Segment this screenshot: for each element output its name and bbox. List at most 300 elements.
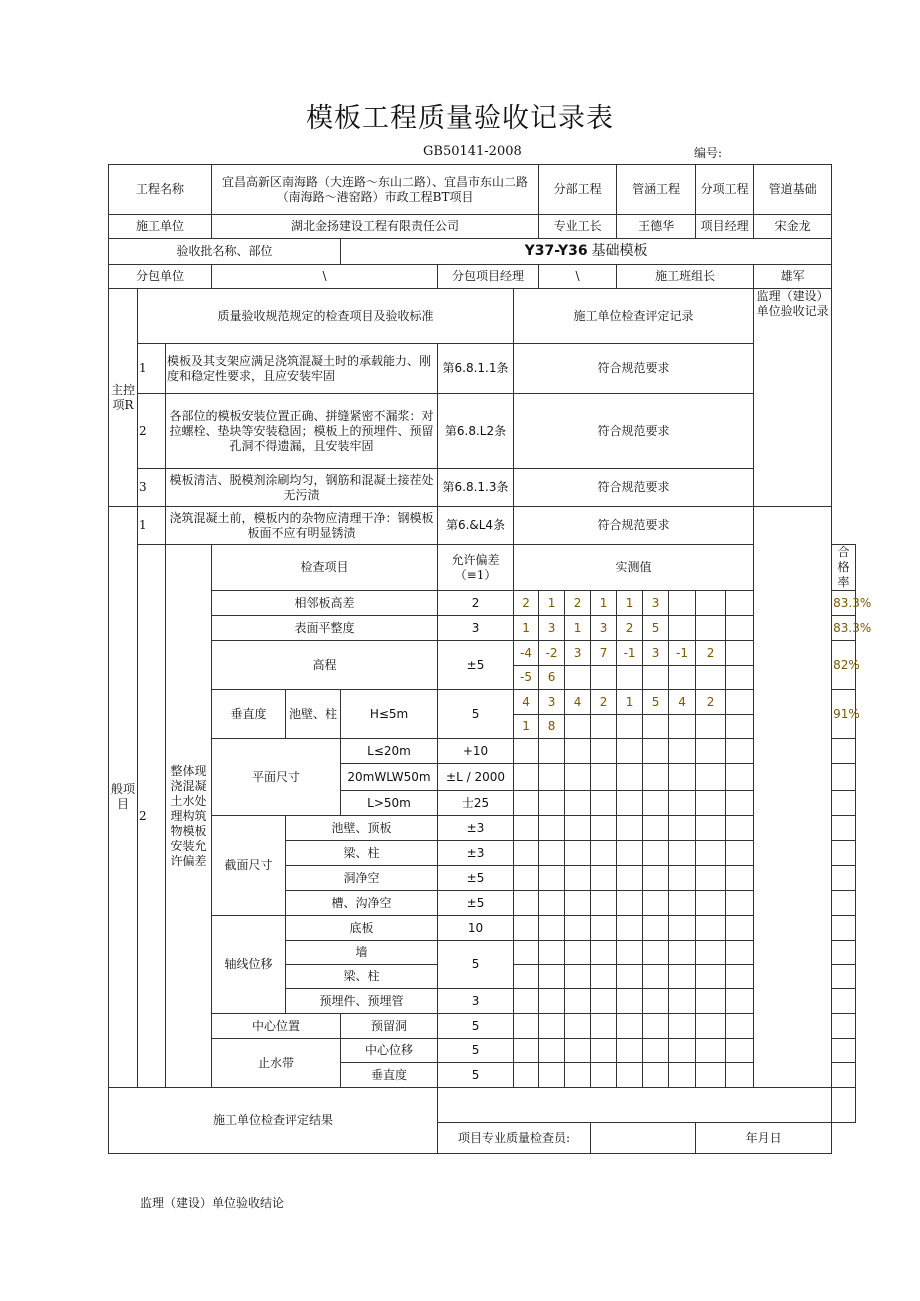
- measure-cell: [591, 941, 617, 965]
- inspection-table: [108, 164, 872, 1154]
- main-item-3-text: 模板清洁、脱模剂涂刷均匀，钢筋和混凝土接茬处无污渍: [166, 469, 438, 507]
- row-elevation-tol: ±5: [438, 641, 514, 690]
- pass-rate-cell: 83.3%: [832, 616, 856, 641]
- measure-cell: [591, 1014, 617, 1039]
- general-item-2-no: 2: [138, 545, 166, 1088]
- measure-cell: 3: [565, 641, 591, 666]
- measure-cell: [643, 1063, 669, 1088]
- row-axis-item-1: 底板: [286, 916, 438, 941]
- measure-cell: 8: [539, 715, 565, 739]
- foreman-value: 王德华: [617, 215, 696, 239]
- col-tolerance-header: 允许偏差（≡1）: [438, 545, 514, 591]
- measure-cell: [643, 891, 669, 916]
- row-section-item-3: 洞净空: [286, 866, 438, 891]
- measure-cell: [617, 891, 643, 916]
- measure-cell: [539, 916, 565, 941]
- main-item-1-no: 1: [138, 344, 166, 394]
- general-item-1-result: 符合规范要求: [514, 507, 754, 545]
- measure-cell: [591, 1039, 617, 1063]
- measure-cell: [539, 764, 565, 791]
- measure-cell: [726, 739, 754, 764]
- row-axis-tol-4: 3: [438, 989, 514, 1014]
- row-waterstop-tol-1: 5: [438, 1039, 514, 1063]
- measure-cell: [565, 739, 591, 764]
- row-center-tol: 5: [438, 1014, 514, 1039]
- measure-cell: [617, 791, 643, 816]
- measure-cell: 3: [643, 591, 669, 616]
- measure-cell: [643, 841, 669, 866]
- sub-pm-label: 分包项目经理: [438, 265, 539, 289]
- measure-cell: [617, 1014, 643, 1039]
- row-axis-item-4: 预埋件、预埋管: [286, 989, 438, 1014]
- division-label: 分部工程: [539, 165, 617, 215]
- measure-cell: [669, 1039, 696, 1063]
- pass-rate-cell: [832, 965, 856, 989]
- row-section-label: 截面尺寸: [212, 816, 286, 916]
- pass-rate-cell: [832, 764, 856, 791]
- row-vertical-cond: H≤5m: [341, 690, 438, 739]
- measure-cell: [514, 791, 539, 816]
- row-axis-item-2: 墙: [286, 941, 438, 965]
- measure-cell: [669, 916, 696, 941]
- measure-cell: [696, 791, 726, 816]
- measure-cell: [591, 666, 617, 690]
- measure-cell: [591, 965, 617, 989]
- measure-cell: [696, 1014, 726, 1039]
- measure-cell: [669, 965, 696, 989]
- row-axis-tol-2: 5: [438, 941, 514, 989]
- measure-cell: [696, 616, 726, 641]
- measure-cell: [591, 739, 617, 764]
- measure-cell: [726, 941, 754, 965]
- measure-cell: [696, 1039, 726, 1063]
- measure-cell: [696, 1063, 726, 1088]
- measure-cell: [669, 666, 696, 690]
- measure-cell: [643, 989, 669, 1014]
- measure-cell: [565, 816, 591, 841]
- measure-cell: [617, 841, 643, 866]
- contractor-label: 施工单位: [109, 215, 212, 239]
- measure-cell: -5: [514, 666, 539, 690]
- measure-cell: 1: [539, 591, 565, 616]
- measure-cell: [696, 591, 726, 616]
- measure-cell: [643, 1039, 669, 1063]
- measure-cell: [591, 1063, 617, 1088]
- row-section-item-2: 梁、柱: [286, 841, 438, 866]
- measure-cell: [726, 641, 754, 666]
- measure-cell: [669, 989, 696, 1014]
- row-plane-tol-3: 士25: [438, 791, 514, 816]
- supervisor-conclusion-label: 监理（建设）单位验收结论: [140, 1196, 285, 1210]
- row-plane-cond-1: L≤20m: [341, 739, 438, 764]
- measure-cell: -4: [514, 641, 539, 666]
- measure-cell: [726, 715, 754, 739]
- result-content: [438, 1088, 832, 1123]
- inspector-label: 项目专业质量检查员:: [438, 1123, 591, 1154]
- main-item-3-clause: 第6.8.1.3条: [438, 469, 514, 507]
- main-item-2-result: 符合规范要求: [514, 394, 754, 469]
- measure-cell: [726, 764, 754, 791]
- measure-cell: [696, 965, 726, 989]
- measure-cell: -2: [539, 641, 565, 666]
- pass-rate-cell: 82%: [832, 641, 856, 690]
- measure-cell: [539, 965, 565, 989]
- measure-cell: [591, 715, 617, 739]
- subcontractor-label: 分包单位: [109, 265, 212, 289]
- subcontractor-value: \: [212, 265, 438, 289]
- project-name: 宜昌高新区南海路（大连路～东山二路）、宜昌市东山二路（南海路～港窑路）市政工程BT项目: [212, 165, 539, 215]
- measure-cell: 7: [591, 641, 617, 666]
- measure-cell: [643, 941, 669, 965]
- pm-label: 项目经理: [696, 215, 754, 239]
- measure-cell: [643, 791, 669, 816]
- main-item-2-no: 2: [138, 394, 166, 469]
- measure-cell: 2: [617, 616, 643, 641]
- row-plane-cond-2: 20mWLW50m: [341, 764, 438, 791]
- standard-code: GB50141-2008: [423, 144, 522, 159]
- row-vertical-label: 垂直度: [212, 690, 286, 739]
- row-section-tol-1: ±3: [438, 816, 514, 841]
- measure-cell: [726, 816, 754, 841]
- measure-cell: [539, 739, 565, 764]
- measure-cell: [617, 1063, 643, 1088]
- measure-cell: [514, 989, 539, 1014]
- measure-cell: [696, 941, 726, 965]
- row-section-item-1: 池壁、顶板: [286, 816, 438, 841]
- measure-cell: [726, 616, 754, 641]
- measure-cell: -1: [669, 641, 696, 666]
- measure-cell: [726, 1014, 754, 1039]
- measure-cell: 2: [514, 591, 539, 616]
- row-axis-item-3: 梁、柱: [286, 965, 438, 989]
- measure-cell: [617, 989, 643, 1014]
- pass-rate-cell: [832, 841, 856, 866]
- row-flatness-label: 表面平整度: [212, 616, 438, 641]
- measure-cell: [617, 916, 643, 941]
- pm-value: 宋金龙: [754, 215, 832, 239]
- measure-cell: [643, 764, 669, 791]
- row-section-tol-4: ±5: [438, 891, 514, 916]
- main-section-label: 主控项R: [109, 289, 138, 507]
- measure-cell: [565, 916, 591, 941]
- measure-cell: 4: [565, 690, 591, 715]
- pass-rate-cell: [832, 739, 856, 764]
- row-adjacent-tol: 2: [438, 591, 514, 616]
- main-item-2-text: 各部位的模板安装位置正确、拼缝紧密不漏浆：对拉螺栓、垫块等安装稳固；模板上的预埋件、预留孔洞不得遗漏，且安装牢固: [166, 394, 438, 469]
- pass-rate-cell: 83.3%: [832, 591, 856, 616]
- measure-cell: [514, 941, 539, 965]
- measure-cell: [565, 1063, 591, 1088]
- batch-name: 基础模板: [591, 243, 648, 259]
- measure-cell: 5: [643, 616, 669, 641]
- measure-cell: [565, 791, 591, 816]
- pass-rate-cell: [832, 1063, 856, 1088]
- measure-cell: 1: [514, 616, 539, 641]
- measure-cell: [539, 891, 565, 916]
- measure-cell: [617, 764, 643, 791]
- measure-cell: 4: [669, 690, 696, 715]
- measure-cell: [514, 1014, 539, 1039]
- measure-cell: [696, 666, 726, 690]
- serial-label: 编号:: [694, 146, 723, 160]
- batch-label: 验收批名称、部位: [109, 239, 341, 265]
- measure-cell: 4: [514, 690, 539, 715]
- pass-rate-cell: [832, 1039, 856, 1063]
- col-measured-header: 实测值: [514, 545, 754, 591]
- measure-cell: 6: [539, 666, 565, 690]
- measure-cell: [669, 866, 696, 891]
- team-leader-value: 雄军: [754, 265, 832, 289]
- measure-cell: 3: [643, 641, 669, 666]
- measure-cell: [726, 891, 754, 916]
- measure-cell: [726, 591, 754, 616]
- col-standard-header: 质量验收规范规定的检查项目及验收标准: [138, 289, 514, 344]
- measure-cell: [539, 1014, 565, 1039]
- sub-pm-value: \: [539, 265, 617, 289]
- measure-cell: [514, 739, 539, 764]
- row-plane-cond-3: L>50m: [341, 791, 438, 816]
- measure-cell: [643, 916, 669, 941]
- measure-cell: [539, 816, 565, 841]
- measure-cell: [565, 965, 591, 989]
- measure-cell: [726, 965, 754, 989]
- measure-cell: [669, 715, 696, 739]
- measure-cell: [726, 666, 754, 690]
- pass-rate-cell: 合格率: [832, 545, 856, 591]
- measure-cell: [565, 891, 591, 916]
- pass-rate-cell: [832, 891, 856, 916]
- measure-cell: [669, 616, 696, 641]
- measure-cell: [726, 791, 754, 816]
- measure-cell: [514, 1039, 539, 1063]
- measure-cell: 3: [539, 690, 565, 715]
- batch-value: [341, 239, 832, 265]
- row-plane-tol-1: +10: [438, 739, 514, 764]
- measure-cell: [669, 1014, 696, 1039]
- row-elevation-label: 高程: [212, 641, 438, 690]
- measure-cell: [539, 941, 565, 965]
- result-label: 施工单位检查评定结果: [109, 1088, 438, 1154]
- measure-cell: 1: [514, 715, 539, 739]
- measure-cell: [643, 965, 669, 989]
- measure-cell: [617, 866, 643, 891]
- general-item-1-text: 浇筑混凝土前，模板内的杂物应清理干净：钢模板板面不应有明显锈渍: [166, 507, 438, 545]
- col-record-header: 施工单位检查评定记录: [514, 289, 754, 344]
- general-section-label: 般项目: [109, 507, 138, 1088]
- main-item-1-clause: 第6.8.1.1条: [438, 344, 514, 394]
- measure-cell: [617, 666, 643, 690]
- main-item-2-clause: 第6.8.L2条: [438, 394, 514, 469]
- measure-cell: 1: [565, 616, 591, 641]
- measure-cell: [669, 841, 696, 866]
- measure-cell: [643, 715, 669, 739]
- measure-cell: [565, 941, 591, 965]
- tolerance-group-label: 整体现浇混凝土水处理构筑物模板安装允许偏差: [166, 545, 212, 1088]
- measure-cell: [617, 1039, 643, 1063]
- batch-code: Y37-Y36: [524, 243, 588, 259]
- contractor-value: 湖北金扬建设工程有限责任公司: [212, 215, 539, 239]
- measure-cell: [669, 891, 696, 916]
- measure-cell: [726, 1039, 754, 1063]
- measure-cell: 2: [565, 591, 591, 616]
- col-item-header: 检查项目: [212, 545, 438, 591]
- measure-cell: [696, 916, 726, 941]
- measure-cell: [696, 866, 726, 891]
- measure-cell: [565, 764, 591, 791]
- main-item-1-result: 符合规范要求: [514, 344, 754, 394]
- measure-cell: [669, 739, 696, 764]
- main-item-3-result: 符合规范要求: [514, 469, 754, 507]
- measure-cell: [565, 841, 591, 866]
- measure-cell: [617, 739, 643, 764]
- row-vertical-tol: 5: [438, 690, 514, 739]
- row-axis-label: 轴线位移: [212, 916, 286, 1014]
- pass-rate-cell: [832, 816, 856, 841]
- measure-cell: [514, 816, 539, 841]
- row-center-sub: 预留洞: [341, 1014, 438, 1039]
- measure-cell: [643, 739, 669, 764]
- measure-cell: [514, 916, 539, 941]
- pass-rate-cell: 91%: [832, 690, 856, 739]
- measure-cell: [726, 916, 754, 941]
- measure-cell: [591, 989, 617, 1014]
- measure-cell: 1: [617, 690, 643, 715]
- measure-cell: [565, 666, 591, 690]
- measure-cell: [669, 941, 696, 965]
- measure-cell: [565, 866, 591, 891]
- measure-cell: [643, 666, 669, 690]
- measure-cell: [669, 591, 696, 616]
- row-adjacent-label: 相邻板高差: [212, 591, 438, 616]
- measure-cell: [617, 941, 643, 965]
- measure-cell: [669, 816, 696, 841]
- measure-cell: [669, 1063, 696, 1088]
- main-item-1-text: 模板及其支架应满足浇筑混凝土时的承载能力、刚度和稳定性要求，且应安装牢固: [166, 344, 438, 394]
- row-waterstop-label: 止水带: [212, 1039, 341, 1088]
- measure-cell: [565, 1039, 591, 1063]
- result-date: 年月日: [696, 1123, 832, 1154]
- pass-rate-cell: [832, 941, 856, 965]
- measure-cell: [696, 891, 726, 916]
- measure-cell: [539, 1063, 565, 1088]
- row-section-tol-3: ±5: [438, 866, 514, 891]
- pass-rate-cell: [832, 791, 856, 816]
- measure-cell: [696, 739, 726, 764]
- measure-cell: 3: [539, 616, 565, 641]
- measure-cell: [539, 866, 565, 891]
- row-plane-label: 平面尺寸: [212, 739, 341, 816]
- measure-cell: [514, 891, 539, 916]
- measure-cell: [726, 690, 754, 715]
- inspector-signature: [591, 1123, 696, 1154]
- measure-cell: [514, 764, 539, 791]
- measure-cell: [514, 965, 539, 989]
- measure-cell: [591, 891, 617, 916]
- row-vertical-sub: 池壁、柱: [286, 690, 341, 739]
- measure-cell: [591, 841, 617, 866]
- document-title: 模板工程质量验收记录表: [306, 103, 614, 134]
- measure-cell: 2: [696, 690, 726, 715]
- measure-cell: [696, 764, 726, 791]
- measure-cell: 3: [591, 616, 617, 641]
- measure-cell: [565, 1014, 591, 1039]
- measure-cell: [696, 989, 726, 1014]
- general-item-1-clause: 第6.&L4条: [438, 507, 514, 545]
- measure-cell: [617, 816, 643, 841]
- measure-cell: 5: [643, 690, 669, 715]
- measure-cell: 1: [591, 591, 617, 616]
- measure-cell: [539, 1039, 565, 1063]
- measure-cell: [643, 816, 669, 841]
- subitem-value: 管道基础: [754, 165, 832, 215]
- main-item-3-no: 3: [138, 469, 166, 507]
- foreman-label: 专业工长: [539, 215, 617, 239]
- measure-cell: [591, 764, 617, 791]
- measure-cell: [726, 1063, 754, 1088]
- col-supervisor-header: 监理（建设）单位验收记录: [754, 289, 832, 507]
- measure-cell: 2: [696, 641, 726, 666]
- measure-cell: [565, 989, 591, 1014]
- pass-rate-cell: [832, 866, 856, 891]
- measure-cell: [539, 841, 565, 866]
- row-center-label: 中心位置: [212, 1014, 341, 1039]
- measure-cell: [617, 715, 643, 739]
- supervisor-record-cell: [754, 507, 832, 1088]
- measure-cell: [591, 791, 617, 816]
- row-waterstop-tol-2: 5: [438, 1063, 514, 1088]
- measure-cell: [591, 866, 617, 891]
- measure-cell: [514, 1063, 539, 1088]
- measure-cell: [643, 866, 669, 891]
- division-value: 管涵工程: [617, 165, 696, 215]
- measure-cell: [726, 989, 754, 1014]
- row-flatness-tol: 3: [438, 616, 514, 641]
- pass-rate-cell: [832, 1014, 856, 1039]
- measure-cell: [726, 866, 754, 891]
- measure-cell: [514, 866, 539, 891]
- measure-cell: [565, 715, 591, 739]
- pass-rate-cell: [832, 1088, 856, 1123]
- measure-cell: [696, 841, 726, 866]
- measure-cell: [669, 764, 696, 791]
- measure-cell: [669, 791, 696, 816]
- subitem-label: 分项工程: [696, 165, 754, 215]
- measure-cell: [539, 791, 565, 816]
- row-waterstop-item-2: 垂直度: [341, 1063, 438, 1088]
- row-waterstop-item-1: 中心位移: [341, 1039, 438, 1063]
- measure-cell: 1: [617, 591, 643, 616]
- measure-cell: [591, 916, 617, 941]
- measure-cell: [514, 841, 539, 866]
- team-leader-label: 施工班组长: [617, 265, 754, 289]
- row-axis-tol-1: 10: [438, 916, 514, 941]
- measure-cell: [643, 1014, 669, 1039]
- row-section-item-4: 槽、沟净空: [286, 891, 438, 916]
- project-name-label: 工程名称: [109, 165, 212, 215]
- measure-cell: [591, 816, 617, 841]
- pass-rate-cell: [832, 916, 856, 941]
- pass-rate-cell: [832, 989, 856, 1014]
- measure-cell: 2: [591, 690, 617, 715]
- measure-cell: [726, 841, 754, 866]
- measure-cell: [539, 989, 565, 1014]
- measure-cell: -1: [617, 641, 643, 666]
- measure-cell: [696, 816, 726, 841]
- general-item-1-no: 1: [138, 507, 166, 545]
- row-plane-tol-2: ±L / 2000: [438, 764, 514, 791]
- measure-cell: [617, 965, 643, 989]
- measure-cell: [696, 715, 726, 739]
